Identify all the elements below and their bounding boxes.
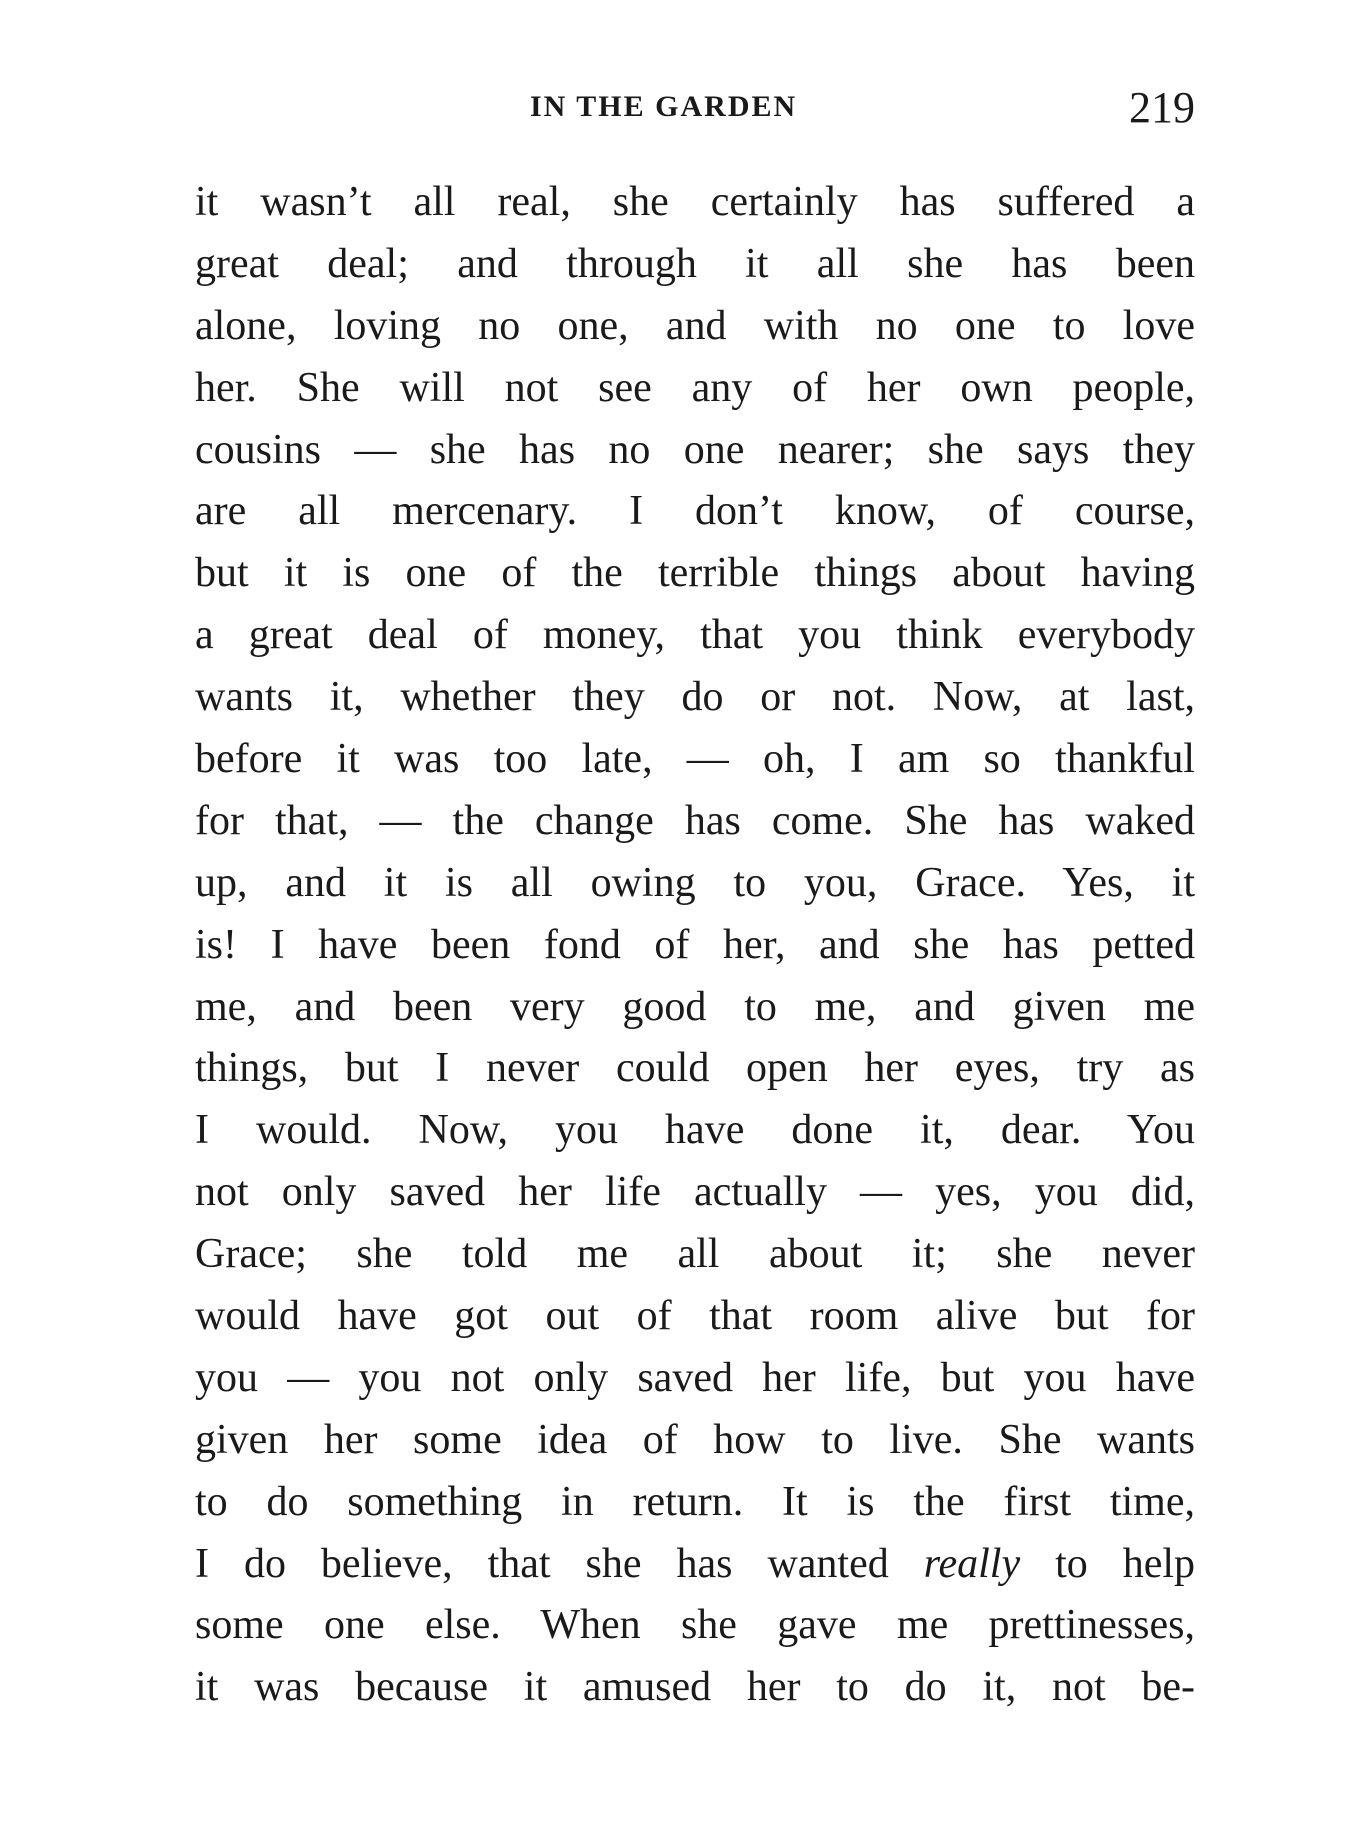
text-line-19: would have got out of that room alive but for: [195, 1293, 1195, 1340]
text-line-8: a great deal of money, that you think everybody: [195, 612, 1195, 659]
text-line-16: I would. Now, you have done it, dear. You: [195, 1107, 1195, 1154]
text-line-5: cousins — she has no one nearer; she says they: [195, 426, 1195, 473]
body-text: [195, 172, 1195, 1719]
text-line-4: her. She will not see any of her own people,: [195, 364, 1195, 411]
text-line-21: given her some idea of how to live. She wants: [195, 1416, 1195, 1463]
running-head: [195, 82, 1195, 142]
text-line-17: not only saved her life actually — yes, you did,: [195, 1169, 1195, 1216]
text-line-23: [195, 1534, 1195, 1596]
text-line-7: but it is one of the terrible things about having: [195, 550, 1195, 597]
italic-emphasis: really: [923, 1540, 1021, 1587]
page-number: 219: [1129, 83, 1195, 132]
text-line-24: some one else. When she gave me prettinesses,: [195, 1602, 1195, 1649]
text-line-6: are all mercenary. I don’t know, of course,: [195, 488, 1195, 535]
text-line-12: up, and it is all owing to you, Grace. Yes, it: [195, 859, 1195, 906]
text-line-20: you — you not only saved her life, but you have: [195, 1354, 1195, 1401]
text-line-23-start: I do believe, that she has wanted: [195, 1540, 889, 1587]
text-line-10: before it was too late, — oh, I am so thankful: [195, 736, 1195, 783]
text-line-13: is! I have been fond of her, and she has petted: [195, 921, 1195, 968]
text-line-2: great deal; and through it all she has been: [195, 240, 1195, 287]
text-line-22: to do something in return. It is the first time,: [195, 1478, 1195, 1525]
text-line-18: Grace; she told me all about it; she never: [195, 1231, 1195, 1278]
text-line-1: it wasn’t all real, she certainly has suffered a: [195, 179, 1195, 225]
text-line-25: it was because it amused her to do it, not be-: [195, 1664, 1195, 1711]
text-line-9: wants it, whether they do or not. Now, at last,: [195, 674, 1195, 721]
text-line-23-end: to help: [1055, 1540, 1196, 1587]
text-line-3: alone, loving no one, and with no one to love: [195, 302, 1195, 349]
text-line-14: me, and been very good to me, and given me: [195, 983, 1195, 1030]
text-line-11: for that, — the change has come. She has waked: [195, 797, 1195, 844]
running-title: IN THE GARDEN: [530, 90, 798, 123]
text-line-15: things, but I never could open her eyes, try as: [195, 1045, 1195, 1092]
